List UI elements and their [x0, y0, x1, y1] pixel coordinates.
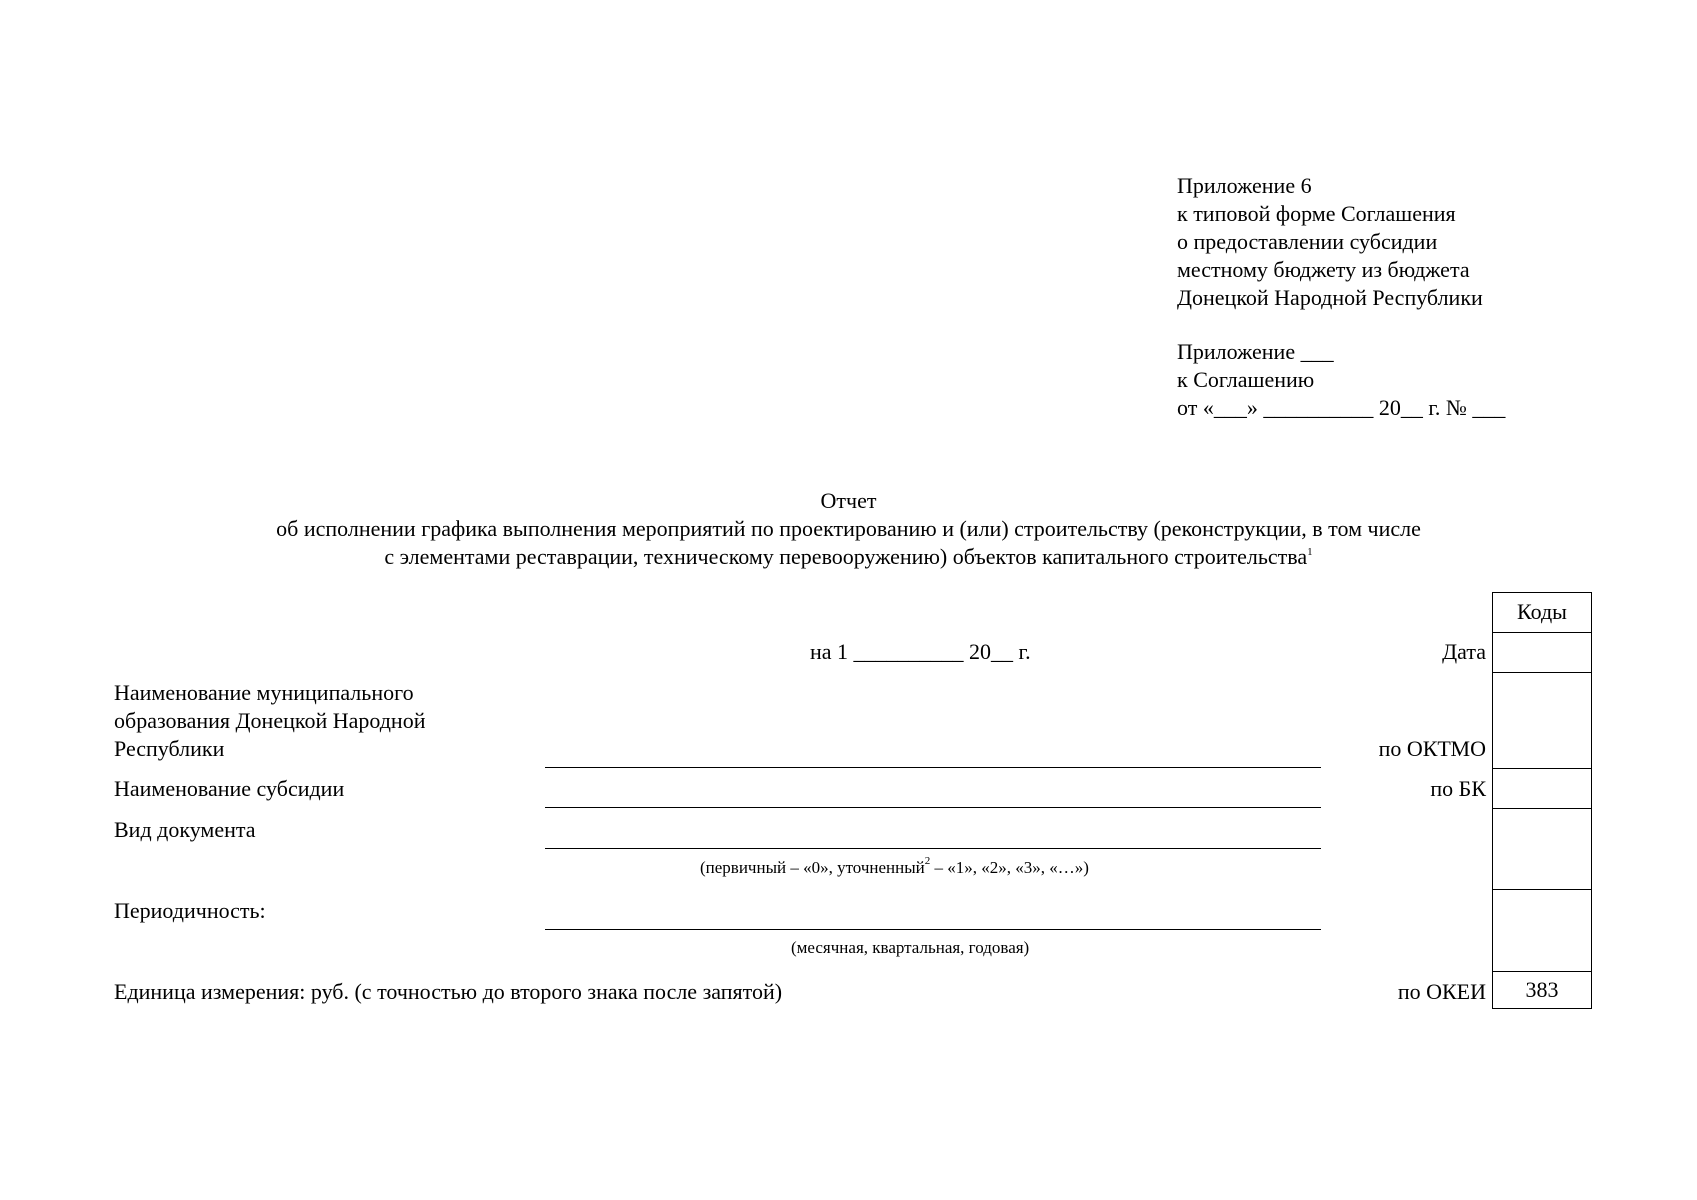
subsidy-label: Наименование субсидии [114, 776, 345, 801]
annex-line: о предоставлении субсидии [1177, 229, 1438, 254]
doc-type-hint-text: – «1», «2», «3», «…») [930, 858, 1089, 877]
annex-line: Приложение 6 [1177, 173, 1312, 198]
codes-header [1493, 593, 1591, 633]
agreement-line: от «___» __________ 20__ г. № ___ [1177, 395, 1506, 420]
municipality-label-line: Наименование муниципального [114, 680, 414, 705]
unit-label: Единица измерения: руб. (с точностью до второго знака после запятой) [114, 979, 783, 1004]
bk-code-label: по БК [1430, 776, 1486, 801]
report-subtitle-line2 [0, 543, 1697, 571]
report-subtitle-line1: об исполнении графика выполнения мероприятий по проектированию и (или) строительству (реконструкции, в том числе [276, 516, 1421, 541]
doc-type-field-line[interactable] [545, 848, 1321, 849]
agreement-line: Приложение ___ [1177, 339, 1334, 364]
doc-type-label: Вид документа [114, 817, 256, 842]
codes-header-text: Коды [1517, 599, 1567, 624]
code-cell-date[interactable] [1493, 633, 1591, 673]
footnote-mark: 1 [1307, 546, 1313, 558]
periodicity-hint: (месячная, квартальная, годовая) [791, 938, 1030, 957]
footnote-mark: 2 [924, 855, 931, 867]
code-cell-periodicity[interactable] [1493, 890, 1591, 972]
okei-code-label: по ОКЕИ [1397, 979, 1486, 1004]
code-cell-bk[interactable] [1493, 769, 1591, 809]
annex-line: Донецкой Народной Республики [1177, 285, 1483, 310]
annex-line: к типовой форме Соглашения [1177, 201, 1456, 226]
code-cell-oktmo[interactable] [1493, 673, 1591, 769]
codes-table [1492, 592, 1592, 1009]
okei-value: 383 [1525, 977, 1559, 1002]
subsidy-field-line[interactable] [545, 807, 1321, 808]
annex-block [1177, 172, 1483, 312]
periodicity-label: Периодичность: [114, 898, 266, 923]
date-code-label: Дата [1442, 639, 1486, 664]
agreement-line: к Соглашению [1177, 367, 1315, 392]
code-cell-okei[interactable] [1493, 972, 1591, 1008]
municipality-label [114, 679, 425, 763]
municipality-label-line: образования Донецкой Народной [114, 708, 426, 733]
doc-type-hint-text: (первичный – «0», уточненный [700, 858, 925, 877]
oktmo-code-label: по ОКТМО [1378, 736, 1486, 761]
report-date-line: на 1 __________ 20__ г. [810, 639, 1031, 664]
report-title: Отчет [820, 488, 877, 513]
periodicity-field-line[interactable] [545, 929, 1321, 930]
municipality-field-line[interactable] [545, 767, 1321, 768]
doc-type-hint [700, 857, 1089, 879]
agreement-block [1177, 338, 1505, 422]
subtitle-text: с элементами реставрации, техническому перевооружению) объектов капитального строительства [384, 544, 1308, 569]
annex-line: местному бюджету из бюджета [1177, 257, 1470, 282]
municipality-label-line: Республики [114, 736, 225, 761]
code-cell-doc-type[interactable] [1493, 809, 1591, 890]
